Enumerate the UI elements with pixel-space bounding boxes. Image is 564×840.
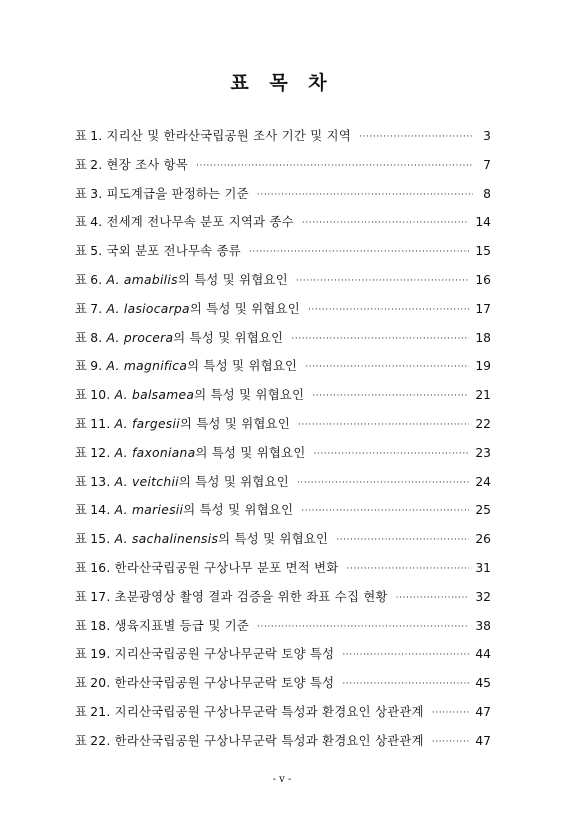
entry-page-number: 19	[475, 359, 491, 374]
toc-entry	[75, 646, 491, 675]
toc-entry	[75, 445, 491, 474]
entry-title: 의 특성 및 위협요인	[218, 532, 329, 547]
dot-leader	[342, 647, 469, 663]
entry-prefix: 표	[75, 532, 88, 547]
entry-title: 지리산국립공원 구상나무군락 토양 특성	[114, 647, 335, 662]
entry-prefix: 표	[75, 503, 88, 518]
entry-label	[75, 387, 304, 403]
entry-prefix: 표	[75, 647, 88, 662]
entry-label	[75, 330, 283, 346]
entry-label	[75, 675, 334, 691]
entry-page-number: 3	[483, 129, 491, 143]
entry-prefix: 표	[75, 244, 88, 259]
dot-leader	[308, 302, 469, 318]
dot-leader	[312, 388, 469, 404]
entry-number: 4.	[90, 215, 103, 230]
entry-prefix: 표	[75, 157, 88, 172]
entry-page-number: 16	[475, 272, 491, 287]
entry-number: 2.	[90, 157, 103, 172]
entry-page-number: 45	[475, 676, 491, 691]
entry-scientific-name: A. veitchii	[114, 474, 179, 489]
entry-title: 초분광영상 촬영 결과 검증을 위한 좌표 수집 현황	[114, 589, 388, 604]
entry-title: 의 특성 및 위협요인	[173, 330, 284, 345]
entry-page-number: 8	[483, 186, 491, 201]
entry-number: 11.	[90, 416, 111, 431]
entry-title: 한라산국립공원 구상나무군락 토양 특성	[114, 676, 335, 691]
dot-leader	[249, 244, 469, 260]
entry-page-number: 31	[475, 560, 491, 575]
dot-leader	[359, 129, 473, 145]
entry-prefix: 표	[75, 676, 88, 691]
toc-entry	[75, 502, 491, 531]
entry-page-number: 17	[475, 301, 491, 316]
dot-leader	[291, 331, 469, 347]
toc-entry	[75, 358, 491, 387]
entry-number: 6.	[90, 272, 103, 287]
entry-prefix: 표	[75, 129, 88, 143]
entry-number: 19.	[90, 647, 111, 662]
entry-page-number: 24	[475, 474, 491, 489]
entry-title: 지리산 및 한라산국립공원 조사 기간 및 지역	[106, 129, 352, 143]
entry-title: 한라산국립공원 구상나무 분포 면적 변화	[114, 560, 339, 575]
entry-number: 9.	[90, 359, 103, 374]
entry-label	[75, 589, 388, 605]
entry-title: 의 특성 및 위협요인	[178, 474, 289, 489]
toc-entry	[75, 531, 491, 560]
entry-title: 한라산국립공원 구상나무군락 특성과 환경요인 상관관계	[114, 733, 424, 748]
entry-prefix: 표	[75, 474, 88, 489]
toc-entry	[75, 387, 491, 416]
entry-label	[75, 243, 241, 259]
entry-title: 국외 분포 전나무속 종류	[106, 244, 241, 259]
dot-leader	[301, 503, 469, 519]
entry-title: 의 특성 및 위협요인	[179, 416, 291, 431]
entry-title: 의 특성 및 위협요인	[177, 272, 288, 287]
entry-label	[75, 186, 249, 202]
dot-leader	[302, 215, 469, 231]
entry-prefix: 표	[75, 416, 88, 431]
dot-leader	[342, 676, 469, 692]
entry-title: 현장 조사 항목	[106, 157, 189, 172]
dot-leader	[196, 158, 473, 174]
entry-number: 18.	[90, 618, 111, 633]
entry-page-number: 7	[483, 157, 491, 172]
page-title: 표 목 차	[230, 72, 334, 94]
entry-number: 21.	[90, 704, 111, 719]
entry-label	[75, 128, 351, 144]
entry-label	[75, 618, 249, 634]
entry-number: 12.	[90, 445, 111, 460]
toc-entry	[75, 330, 491, 359]
dot-leader	[396, 590, 470, 606]
entry-title: 의 특성 및 위협요인	[187, 359, 298, 374]
entry-label	[75, 301, 300, 317]
toc-entry	[75, 416, 491, 445]
toc-entry	[75, 474, 491, 503]
entry-title: 지리산국립공원 구상나무군락 특성과 환경요인 상관관계	[114, 704, 424, 719]
toc-entry	[75, 243, 491, 272]
entry-label	[75, 416, 290, 432]
entry-page-number: 32	[475, 589, 491, 604]
entry-scientific-name: A. fargesii	[114, 416, 180, 431]
entry-scientific-name: A. amabilis	[106, 272, 178, 287]
entry-scientific-name: A. faxoniana	[114, 445, 196, 460]
entry-prefix: 표	[75, 359, 88, 374]
entry-number: 3.	[90, 186, 103, 201]
dot-leader	[296, 273, 469, 289]
entry-number: 20.	[90, 676, 111, 691]
entry-prefix: 표	[75, 215, 88, 230]
toc-entry	[75, 589, 491, 618]
dot-leader	[314, 446, 470, 462]
entry-label	[75, 358, 297, 374]
entry-title: 생육지표별 등급 및 기준	[114, 618, 250, 633]
entry-number: 14.	[90, 503, 111, 518]
toc-entry	[75, 704, 491, 733]
entry-label	[75, 733, 424, 749]
entry-scientific-name: A. mariesii	[114, 503, 184, 518]
entry-prefix: 표	[75, 733, 88, 748]
toc-entry	[75, 301, 491, 330]
entry-prefix: 표	[75, 704, 88, 719]
entry-number: 7.	[90, 301, 103, 316]
toc-entry	[75, 618, 491, 647]
toc-entry	[75, 560, 491, 589]
entry-prefix: 표	[75, 272, 88, 287]
toc-entry	[75, 128, 491, 157]
entry-number: 16.	[90, 560, 111, 575]
entry-prefix: 표	[75, 186, 88, 201]
entry-label	[75, 272, 288, 288]
dot-leader	[336, 532, 469, 548]
entry-title: 피도계급을 판정하는 기준	[106, 186, 249, 201]
entry-page-number: 14	[475, 215, 491, 230]
entry-page-number: 44	[475, 647, 491, 662]
entry-number: 17.	[90, 589, 111, 604]
entry-scientific-name: A. lasiocarpa	[106, 301, 190, 316]
entry-prefix: 표	[75, 589, 88, 604]
entry-number: 13.	[90, 474, 111, 489]
entry-scientific-name: A. procera	[106, 330, 174, 345]
entry-label	[75, 646, 334, 662]
entry-prefix: 표	[75, 301, 88, 316]
dot-leader	[298, 417, 469, 433]
dot-leader	[257, 619, 469, 635]
toc-entry	[75, 675, 491, 704]
entry-label	[75, 445, 306, 461]
entry-page-number: 26	[475, 532, 491, 547]
entry-prefix: 표	[75, 618, 88, 633]
entry-page-number: 21	[475, 388, 491, 403]
entry-prefix: 표	[75, 560, 88, 575]
entry-page-number: 15	[475, 244, 491, 259]
entry-scientific-name: A. sachalinensis	[114, 532, 219, 547]
entry-number: 5.	[90, 244, 103, 259]
dot-leader	[257, 187, 473, 203]
entry-label	[75, 474, 289, 490]
entry-scientific-name: A. balsamea	[114, 388, 195, 403]
entry-number: 22.	[90, 733, 111, 748]
entry-page-number: 38	[475, 618, 491, 633]
dot-leader	[347, 561, 470, 577]
entry-prefix: 표	[75, 445, 88, 460]
entry-scientific-name: A. magnifica	[106, 359, 188, 374]
entry-label	[75, 214, 294, 230]
page-number-footer: - v -	[272, 774, 292, 785]
entry-title: 의 특성 및 위협요인	[195, 445, 306, 460]
entry-title: 의 특성 및 위협요인	[189, 301, 300, 316]
entry-page-number: 47	[475, 704, 491, 719]
entry-page-number: 23	[475, 445, 491, 460]
entry-prefix: 표	[75, 388, 88, 403]
toc-entry	[75, 214, 491, 243]
entry-number: 10.	[90, 388, 111, 403]
toc-entry	[75, 733, 491, 762]
toc-entry	[75, 186, 491, 215]
entry-label	[75, 560, 339, 576]
entry-title: 의 특성 및 위협요인	[183, 503, 294, 518]
toc-entry	[75, 157, 491, 186]
dot-leader	[432, 705, 470, 721]
entry-label	[75, 704, 424, 720]
entry-page-number: 25	[475, 503, 491, 518]
entry-number: 15.	[90, 532, 111, 547]
dot-leader	[305, 359, 469, 375]
toc-entry	[75, 272, 491, 301]
dot-leader	[432, 734, 470, 750]
entry-number: 8.	[90, 330, 103, 345]
entry-label	[75, 531, 328, 547]
entry-label	[75, 157, 188, 173]
entry-page-number: 18	[475, 330, 491, 345]
entry-title: 전세계 전나무속 분포 지역과 종수	[106, 215, 294, 230]
entry-title: 의 특성 및 위협요인	[194, 388, 305, 403]
dot-leader	[297, 475, 469, 491]
entry-number: 1.	[90, 129, 103, 143]
entry-prefix: 표	[75, 330, 88, 345]
entry-label	[75, 502, 293, 518]
table-of-contents	[75, 128, 491, 762]
entry-page-number: 22	[475, 416, 491, 431]
entry-page-number: 47	[475, 733, 491, 748]
